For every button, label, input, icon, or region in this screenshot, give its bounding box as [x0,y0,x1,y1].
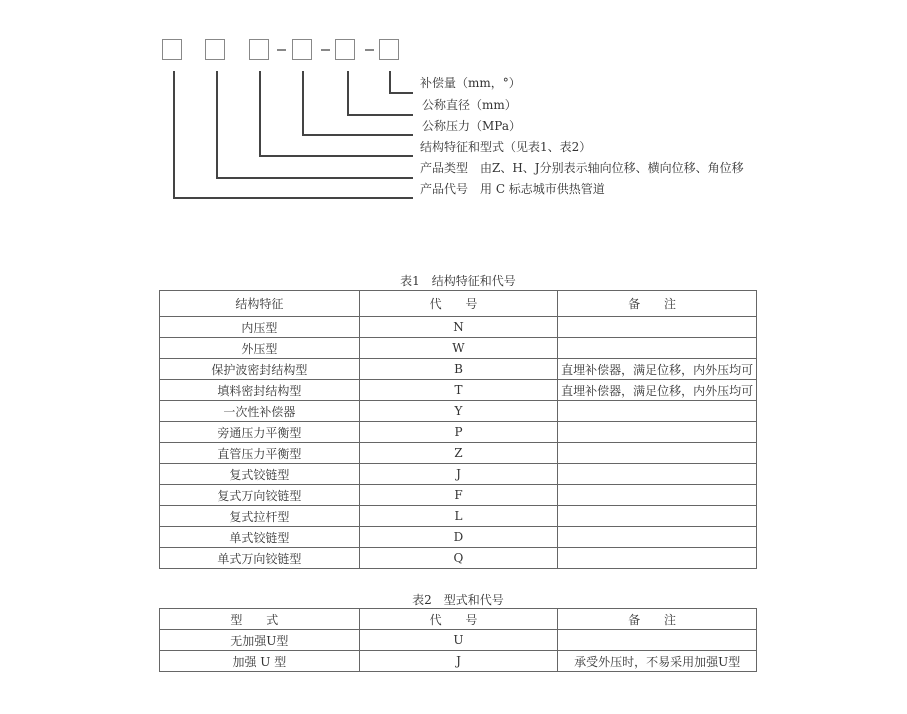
label-nominal-diameter: 公称直径（mm） [422,98,517,112]
cell [558,548,757,569]
table-header: 备 注 [558,291,757,317]
cell: 无加强U型 [160,630,360,651]
leader-line [302,71,304,135]
cell: 外压型 [160,338,360,359]
table-row [160,651,757,672]
table2-caption: 表2 型式和代号 [412,593,504,607]
cell: 旁通压力平衡型 [160,422,360,443]
table-row [160,338,757,359]
cell [558,485,757,506]
table-row [160,317,757,338]
cell: F [359,485,558,506]
cell: L [359,506,558,527]
separator-dash [277,49,286,51]
table-row [160,548,757,569]
cell: 保护波密封结构型 [160,359,360,380]
leader-line [173,71,175,198]
cell [558,422,757,443]
leader-line [347,114,413,116]
cell: 承受外压时，不易采用加强U型 [558,651,757,672]
label-product-type: 产品类型 由Z、H、J分别表示轴向位移、横向位移、角位移 [420,161,744,175]
separator-dash [321,49,330,51]
table-row [160,380,757,401]
cell: T [359,380,558,401]
label-compensation: 补偿量（mm，°） [420,76,521,90]
cell: W [359,338,558,359]
cell [558,527,757,548]
cell: Z [359,443,558,464]
cell: 直埋补偿器，满足位移，内外压均可 [558,380,757,401]
cell: N [359,317,558,338]
cell: 单式万向铰链型 [160,548,360,569]
cell [558,443,757,464]
table-header-row [160,291,757,317]
separator-dash [365,49,374,51]
table-header: 代 号 [359,291,558,317]
cell: 直管压力平衡型 [160,443,360,464]
table-header: 型 式 [160,609,360,630]
cell: 复式万向铰链型 [160,485,360,506]
table-row [160,506,757,527]
leader-line [173,197,413,199]
code-box-3 [249,39,269,60]
table-row [160,485,757,506]
table1-caption: 表1 结构特征和代号 [400,274,516,288]
table-row [160,443,757,464]
cell: 内压型 [160,317,360,338]
table-row [160,527,757,548]
label-structure: 结构特征和型式（见表1、表2） [420,140,592,154]
cell [558,317,757,338]
leader-line [389,71,391,93]
code-box-4 [292,39,312,60]
cell [558,506,757,527]
code-box-6 [379,39,399,60]
cell: U [359,630,558,651]
cell: Q [359,548,558,569]
label-nominal-pressure: 公称压力（MPa） [422,119,521,133]
cell: J [359,651,558,672]
cell: 加强 U 型 [160,651,360,672]
table-header: 备 注 [558,609,757,630]
table1 [159,290,757,569]
table2 [159,608,757,672]
leader-line [389,92,413,94]
cell: 单式铰链型 [160,527,360,548]
cell: 复式拉杆型 [160,506,360,527]
table-header: 结构特征 [160,291,360,317]
table-row [160,464,757,485]
cell: 一次性补偿器 [160,401,360,422]
cell: B [359,359,558,380]
cell [558,401,757,422]
code-box-1 [162,39,182,60]
label-product-code: 产品代号 用 C 标志城市供热管道 [420,182,605,196]
cell: 填料密封结构型 [160,380,360,401]
leader-line [302,134,413,136]
code-box-5 [335,39,355,60]
table-header: 代 号 [359,609,558,630]
cell: D [359,527,558,548]
leader-line [259,71,261,156]
table-row [160,422,757,443]
table-header-row [160,609,757,630]
cell: Y [359,401,558,422]
leader-line [259,155,413,157]
table-row [160,359,757,380]
cell [558,464,757,485]
cell [558,630,757,651]
table-row [160,401,757,422]
leader-line [216,71,218,178]
cell: P [359,422,558,443]
cell [558,338,757,359]
leader-line [216,177,413,179]
code-box-2 [205,39,225,60]
cell: 复式铰链型 [160,464,360,485]
table-row [160,630,757,651]
cell: 直埋补偿器，满足位移，内外压均可 [558,359,757,380]
leader-line [347,71,349,115]
cell: J [359,464,558,485]
